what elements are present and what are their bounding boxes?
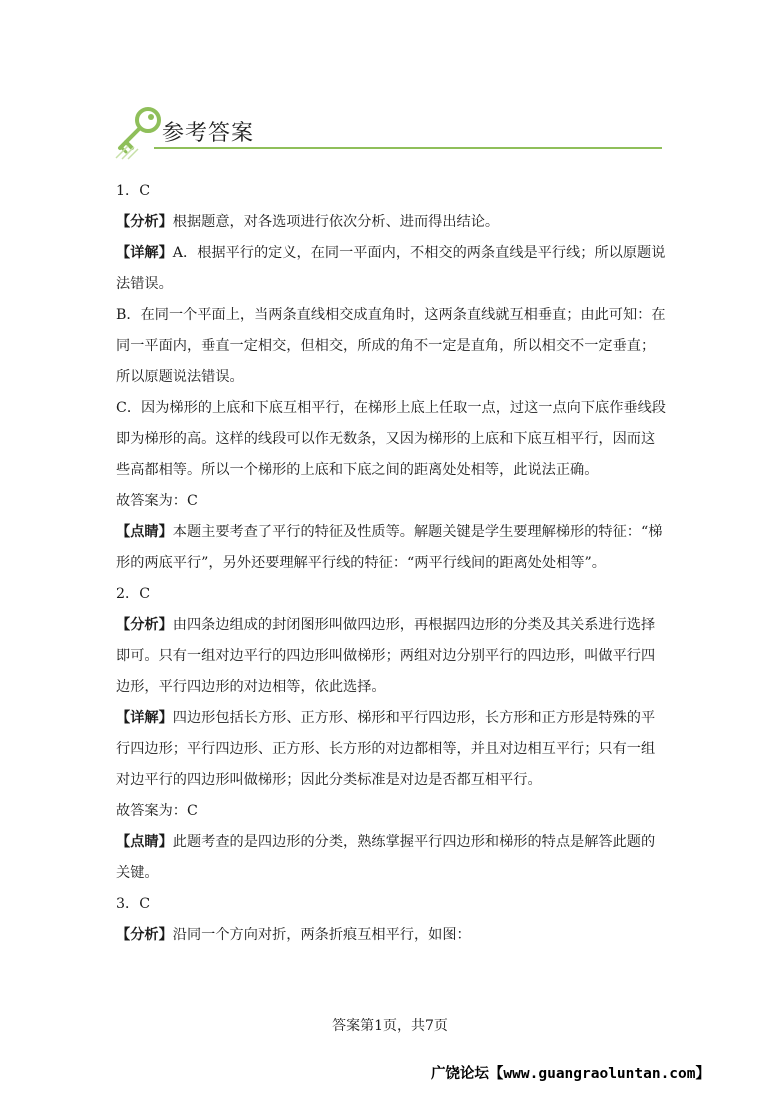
final-answer: 故答案为：C <box>116 803 198 819</box>
analysis-text: 根据题意，对各选项进行依次分析、进而得出结论。 <box>172 214 500 230</box>
analysis-text: 沿同一个方向对折，两条折痕互相平行，如图： <box>172 927 471 943</box>
answer-header <box>112 102 662 162</box>
comment-paragraph <box>116 827 668 889</box>
detail-paragraph <box>116 703 668 796</box>
analysis-text: 由四条边组成的封闭图形叫做四边形，再根据四边形的分类及其关系进行选择即可。只有一组对边平行的四边形叫做梯形；两组对边分别平行的四边形，叫做平行四边形，平行四边形的对边相等，依此选择。 <box>116 617 656 695</box>
detail-text-b: B．在同一个平面上，当两条直线相交成直角时，这两条直线就互相垂直；由此可知：在同一平面内，垂直一定相交，但相交，所成的角不一定是直角，所以相交不一定垂直；所以原题说法错误。 <box>116 307 666 385</box>
analysis-tag: 【分析】 <box>116 214 173 230</box>
answer-number: 3．C <box>116 896 151 912</box>
comment-text: 此题考查的是四边形的分类，熟练掌握平行四边形和梯形的特点是解答此题的关键。 <box>116 834 656 881</box>
comment-tag: 【点睛】 <box>116 524 173 540</box>
analysis-paragraph <box>116 207 668 238</box>
detail-tag: 【详解】 <box>116 710 173 726</box>
final-answer: 故答案为：C <box>116 493 198 509</box>
answer-number: 2．C <box>116 586 151 602</box>
analysis-paragraph <box>116 920 668 951</box>
comment-tag: 【点睛】 <box>116 834 173 850</box>
detail-tag: 【详解】 <box>116 245 173 261</box>
detail-paragraph <box>116 238 668 300</box>
site-watermark: 广饶论坛【www.guangraoluntan.com】 <box>430 1066 710 1082</box>
analysis-paragraph <box>116 610 668 703</box>
comment-paragraph <box>116 517 668 579</box>
detail-text: 四边形包括长方形、正方形、梯形和平行四边形，长方形和正方形是特殊的平行四边形；平行四边形、正方形、长方形的对边都相等，并且对边相互平行；只有一组对边平行的四边形叫做梯形；因此分类标准是对边是否都互相平行。 <box>116 710 656 788</box>
detail-text-c: C．因为梯形的上底和下底互相平行，在梯形上底上任取一点，过这一点向下底作垂线段即为梯形的高。这样的线段可以作无数条，又因为梯形的上底和下底互相平行，因而这些高都相等。所以一个梯形的上底和下底之间的距离处处相等，此说法正确。 <box>116 400 666 478</box>
comment-text: 本题主要考查了平行的特征及性质等。解题关键是学生要理解梯形的特征：“梯形的两底平行”，另外还要理解平行线的特征：“两平行线间的距离处处相等”。 <box>116 524 663 571</box>
detail-text-a: A．根据平行的定义，在同一平面内，不相交的两条直线是平行线；所以原题说法错误。 <box>116 245 666 292</box>
title-divider <box>154 147 662 149</box>
analysis-tag: 【分析】 <box>116 617 173 633</box>
answer-number: 1．C <box>116 183 151 199</box>
answer-content <box>116 176 668 951</box>
analysis-tag: 【分析】 <box>116 927 173 943</box>
page-title: 参考答案 <box>162 121 255 146</box>
page-number: 答案第1页，共7页 <box>332 1018 448 1034</box>
